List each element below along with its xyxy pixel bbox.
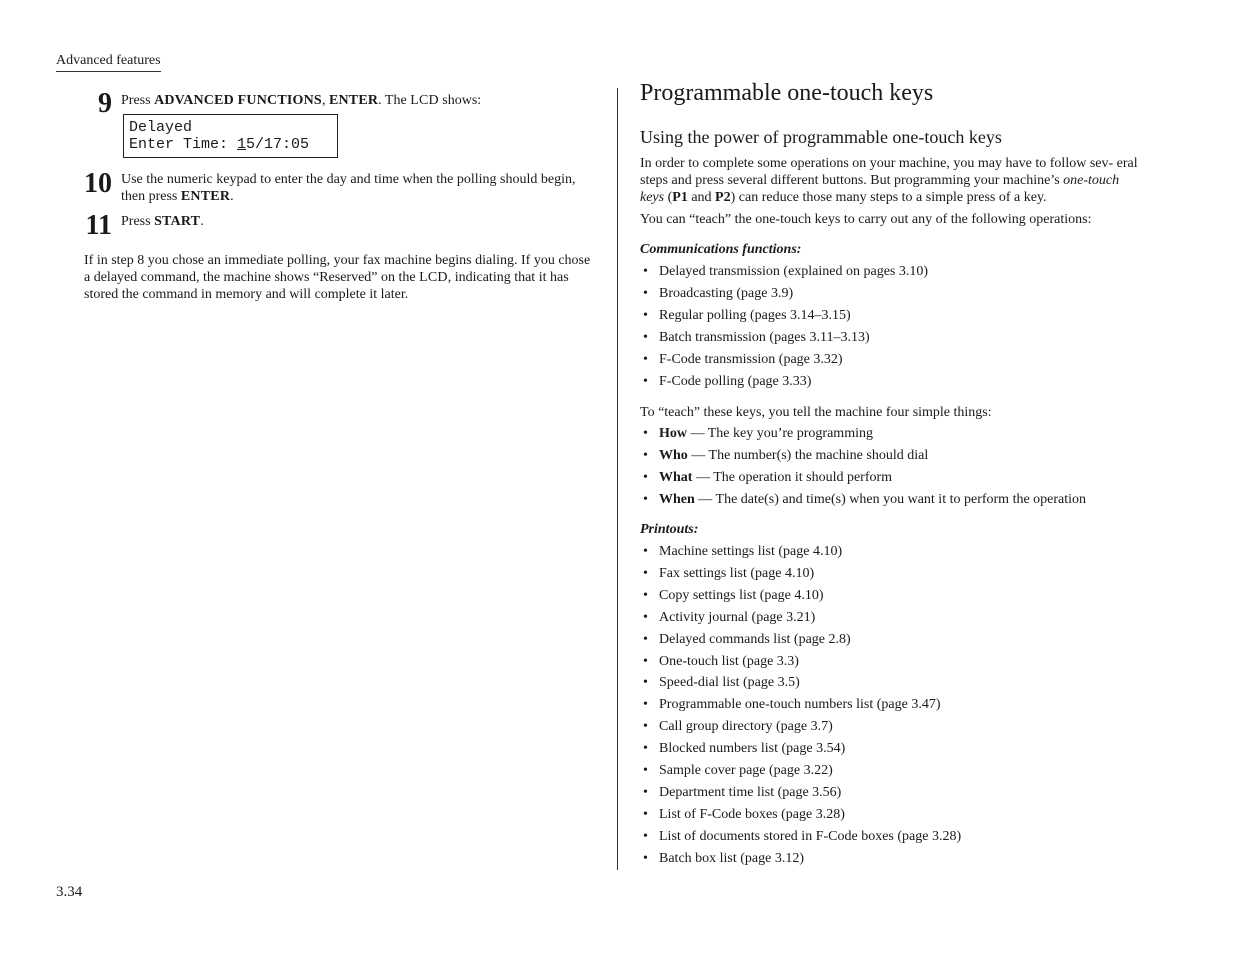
list-item: • Call group directory (page 3.7) (641, 716, 961, 738)
list-item: • Activity journal (page 3.21) (641, 607, 961, 629)
communications-heading: Communications functions: (640, 242, 802, 257)
printouts-list (641, 541, 961, 870)
lcd-line-1: Delayed (129, 119, 193, 136)
list-item: • Batch transmission (pages 3.11–3.13) (641, 327, 928, 349)
key-name: ADVANCED FUNCTIONS (154, 93, 322, 108)
step-11-text: Press START. (121, 214, 204, 229)
step-10-text: Use the numeric keypad to enter the day and time when the polling should begin, then press ENTER. (121, 172, 576, 204)
key-name: ENTER (328, 93, 379, 108)
list-item: • List of documents stored in F-Code boxes (page 3.28) (641, 826, 961, 848)
list-item: • Delayed commands list (page 2.8) (641, 629, 961, 651)
step-number: 9 (98, 88, 112, 119)
list-item: • Fax settings list (page 4.10) (641, 563, 961, 585)
lcd-display (123, 114, 338, 158)
list-item: • Department time list (page 3.56) (641, 782, 961, 804)
running-head: Advanced features (56, 53, 161, 72)
communications-list (641, 261, 928, 392)
four-things-paragraph: To “teach” these keys, you tell the machine four simple things: (640, 405, 992, 420)
polling-note-paragraph: If in step 8 you chose an immediate polling, your fax machine begins dialing. If you chose a delayed command, the machine shows “Reserved” on the LCD, indicating that it has stored the command in memory and will complete it later. (84, 253, 591, 302)
list-item: • F-Code transmission (page 3.32) (641, 349, 928, 371)
section-subtitle: Using the power of programmable one-touch keys (640, 127, 1002, 147)
list-item: • How — The key you’re programming (641, 423, 1086, 445)
page-number: 3.34 (56, 884, 83, 900)
section-title: Programmable one-touch keys (640, 80, 934, 106)
key-name: ENTER (180, 189, 231, 204)
list-item: • Machine settings list (page 4.10) (641, 541, 961, 563)
list-item: • Programmable one-touch numbers list (page 3.47) (641, 694, 961, 716)
step-9-text: Press ADVANCED FUNCTIONS, ENTER. The LCD shows: (121, 93, 482, 108)
step-number: 10 (84, 168, 112, 199)
list-item: • F-Code polling (page 3.33) (641, 371, 928, 393)
list-item: • Broadcasting (page 3.9) (641, 283, 928, 305)
list-item: • Sample cover page (page 3.22) (641, 760, 961, 782)
intro-paragraph: In order to complete some operations on your machine, you may have to follow sev- eral steps and press several different buttons. But programming your machine’s one-touch keys (P1 and P2) can reduce those many steps to a simple press of a key. (640, 156, 1138, 205)
list-item: • Speed-dial list (page 3.5) (641, 672, 961, 694)
list-item: • What — The operation it should perform (641, 467, 1086, 489)
printouts-heading: Printouts: (640, 522, 699, 537)
list-item: • Blocked numbers list (page 3.54) (641, 738, 961, 760)
key-name: START (154, 214, 201, 229)
list-item: • List of F-Code boxes (page 3.28) (641, 804, 961, 826)
list-item: • Who — The number(s) the machine should dial (641, 445, 1086, 467)
step-number: 11 (85, 210, 112, 241)
list-item: • Regular polling (pages 3.14–3.15) (641, 305, 928, 327)
list-item: • One-touch list (page 3.3) (641, 651, 961, 673)
list-item: • When — The date(s) and time(s) when you want it to perform the operation (641, 489, 1086, 511)
column-divider (617, 88, 618, 870)
list-item: • Delayed transmission (explained on pages 3.10) (641, 261, 928, 283)
list-item: • Batch box list (page 3.12) (641, 848, 961, 870)
lcd-line-2: Enter Time: 15/17:05 (129, 136, 310, 153)
teach-paragraph: You can “teach” the one-touch keys to carry out any of the following operations: (640, 212, 1092, 227)
lcd-cursor: 1 (237, 136, 247, 153)
four-things-list (641, 423, 1086, 511)
list-item: • Copy settings list (page 4.10) (641, 585, 961, 607)
